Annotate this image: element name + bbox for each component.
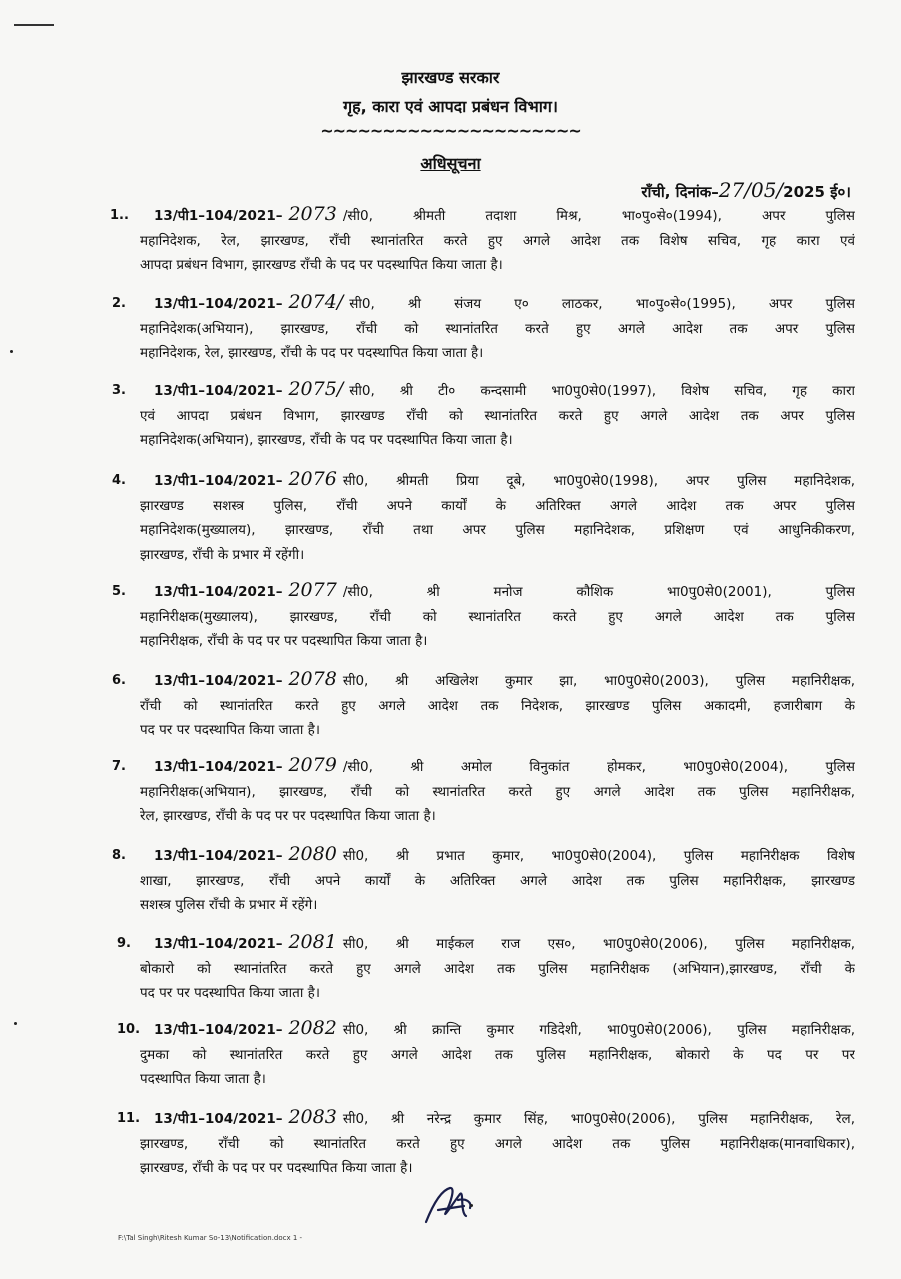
item-text-line: आपदा प्रबंधन विभाग, झारखण्ड राँची के पद पर पदस्थापित किया जाता है। [140, 257, 503, 273]
reference-number: 13/पी1–104/2021– [154, 673, 283, 689]
item-number: 7. [112, 759, 126, 774]
corner-mark [14, 24, 54, 26]
item-text-line: सशस्त्र पुलिस राँची के प्रभार में रहेंगे। [140, 897, 318, 913]
item-body [140, 377, 855, 453]
reference-number: 13/पी1–104/2021– [154, 383, 283, 399]
item-first-line [140, 1105, 855, 1132]
item-text-line: रेल, झारखण्ड, राँची के पद पर पर पदस्थापित किया जाता है। [140, 808, 436, 824]
handwritten-number: 2083 [288, 1106, 337, 1128]
item-text: /सी0, श्रीमती तदाशा मिश्र, भा०पु०से०(1994), अपर पुलिस [342, 208, 855, 224]
speck [14, 1022, 17, 1025]
item-body [140, 842, 855, 918]
item-text: सी0, श्री प्रभात कुमार, भा0पु0से0(2004), पुलिस महानिरीक्षक विशेष [342, 848, 855, 864]
item-text-line: दुमका को स्थानांतरित करते हुए अगले आदेश तक पुलिस महानिरीक्षक, बोकारो के पद पर पर [140, 1046, 855, 1063]
item-body [140, 753, 855, 829]
item-text-line: महानिदेशक, रेल, झारखण्ड, राँची स्थानांतरित करते हुए अगले आदेश तक विशेष सचिव, गृह कारा एवं [140, 232, 855, 249]
item-body [140, 578, 855, 654]
handwritten-number: 2082 [288, 1017, 337, 1039]
government-title: झारखण्ड सरकार [401, 68, 500, 87]
reference-number: 13/पी1–104/2021– [154, 296, 283, 312]
item-first-line [140, 578, 855, 605]
item-number: 10. [117, 1022, 141, 1037]
date-sep-1: / [744, 178, 751, 202]
file-path-footer: F:\Tal Singh\Ritesh Kumar So-13\Notification.docx 1 - [118, 1234, 303, 1242]
date-month: 05 [750, 178, 777, 202]
handwritten-number: 2080 [288, 843, 337, 865]
item-body [140, 467, 855, 567]
item-number: 6. [112, 673, 126, 688]
reference-number: 13/पी1–104/2021– [154, 1111, 283, 1127]
item-text-line: राँची को स्थानांतरित करते हुए अगले आदेश तक निदेशक, झारखण्ड पुलिस अकादमी, हजारीबाग के [140, 697, 855, 714]
date-place: राँची, दिनांक– [641, 183, 719, 201]
reference-number: 13/पी1–104/2021– [154, 759, 283, 775]
item-body [140, 202, 855, 278]
item-number: 1.. [110, 208, 129, 223]
item-text-line: पदस्थापित किया जाता है। [140, 1071, 266, 1087]
item-text-line: महानिरीक्षक(मुख्यालय), झारखण्ड, राँची को स्थानांतरित करते हुए अगले आदेश तक पुलिस [140, 608, 855, 625]
item-number: 8. [112, 848, 126, 863]
item-text: सी0, श्रीमती प्रिया दूबे, भा0पु0से0(1998), अपर पुलिस महानिदेशक, [342, 473, 855, 489]
item-first-line [140, 377, 855, 404]
handwritten-number: 2074/ [288, 291, 344, 313]
reference-number: 13/पी1–104/2021– [154, 848, 283, 864]
item-body [140, 930, 855, 1006]
item-body [140, 290, 855, 366]
item-body [140, 667, 855, 743]
item-text: सी0, श्री टी० कन्दसामी भा0पु0से0(1997), विशेष सचिव, गृह कारा [349, 383, 855, 399]
item-text: सी0, श्री अखिलेश कुमार झा, भा0पु0से0(2003), पुलिस महानिरीक्षक, [342, 673, 855, 689]
item-text-line: महानिरीक्षक, राँची के पद पर पर पदस्थापित किया जाता है। [140, 633, 428, 649]
reference-number: 13/पी1–104/2021– [154, 1022, 283, 1038]
item-text-line: पद पर पर पदस्थापित किया जाता है। [140, 985, 320, 1001]
handwritten-number: 2079 [288, 754, 337, 776]
item-first-line [140, 202, 855, 229]
notice-title: अधिसूचना [420, 154, 481, 173]
date-day: 27 [718, 178, 745, 202]
dateline [641, 178, 851, 202]
item-text: सी0, श्री संजय ए० लाठकर, भा०पु०से०(1995), अपर पुलिस [349, 296, 855, 312]
reference-number: 13/पी1–104/2021– [154, 936, 283, 952]
item-text-line: झारखण्ड, राँची के पद पर पर पदस्थापित किया जाता है। [140, 1160, 413, 1176]
item-text-line: महानिदेशक(मुख्यालय), झारखण्ड, राँची तथा अपर पुलिस महानिदेशक, प्रशिक्षण एवं आधुनिकीकरण, [140, 522, 855, 538]
item-first-line [140, 753, 855, 780]
handwritten-number: 2078 [288, 668, 337, 690]
item-text-line: महानिदेशक, रेल, झारखण्ड, राँची के पद पर पदस्थापित किया जाता है। [140, 345, 484, 361]
item-text-line: महानिदेशक(अभियान), झारखण्ड, राँची को स्थानांतरित करते हुए अगले आदेश तक अपर पुलिस [140, 320, 855, 337]
reference-number: 13/पी1–104/2021– [154, 584, 283, 600]
handwritten-number: 2077 [288, 579, 337, 601]
department-title: गृह, कारा एवं आपदा प्रबंधन विभाग। [343, 97, 558, 116]
item-number: 3. [112, 383, 126, 398]
item-text-line: झारखण्ड, राँची को स्थानांतरित करते हुए अगले आदेश तक पुलिस महानिरीक्षक(मानवाधिकार), [140, 1135, 855, 1152]
item-text: सी0, श्री क्रान्ति कुमार गडिदेशी, भा0पु0से0(2006), पुलिस महानिरीक्षक, [342, 1022, 855, 1038]
item-text: सी0, श्री माईकल राज एस०, भा0पु0से0(2006), पुलिस महानिरीक्षक, [342, 936, 855, 952]
item-text: सी0, श्री नरेन्द्र कुमार सिंह, भा0पु0से0(2006), पुलिस महानिरीक्षक, रेल, [342, 1111, 855, 1127]
speck [10, 350, 13, 353]
item-number: 11. [117, 1111, 141, 1126]
item-text-line: महानिदेशक(अभियान), झारखण्ड, राँची के पद पर पदस्थापित किया जाता है। [140, 432, 513, 448]
item-number: 4. [112, 473, 126, 488]
item-text-line: एवं आपदा प्रबंधन विभाग, झारखण्ड राँची को स्थानांतरित करते हुए अगले आदेश तक अपर पुलिस [140, 407, 855, 424]
handwritten-number: 2073 [288, 203, 337, 225]
handwritten-number: 2075/ [288, 378, 344, 400]
reference-number: 13/पी1–104/2021– [154, 473, 283, 489]
item-first-line [140, 842, 855, 869]
item-first-line [140, 667, 855, 694]
handwritten-number: 2076 [288, 468, 337, 490]
item-body [140, 1016, 855, 1092]
item-number: 2. [112, 296, 126, 311]
separator-line: ~~~~~~~~~~~~~~~~~~~~~ [320, 121, 581, 140]
item-first-line [140, 1016, 855, 1043]
item-text-line: महानिरीक्षक(अभियान), झारखण्ड, राँची को स्थानांतरित करते हुए अगले आदेश तक पुलिस महानिरीक्षक, [140, 783, 855, 800]
item-text-line: झारखण्ड, राँची के प्रभार में रहेंगी। [140, 546, 305, 563]
item-text: /सी0, श्री मनोज कौशिक भा0पु0से0(2001), पुलिस [342, 584, 855, 600]
item-text: /सी0, श्री अमोल विनुकांत होमकर, भा0पु0से0(2004), पुलिस [342, 759, 855, 775]
item-first-line [140, 930, 855, 957]
item-text-line: झारखण्ड सशस्त्र पुलिस, राँची अपने कार्यों के अतिरिक्त अगले आदेश तक अपर पुलिस [140, 497, 855, 514]
date-year: 2025 ई०। [783, 183, 851, 201]
item-number: 5. [112, 584, 126, 599]
handwritten-number: 2081 [288, 931, 337, 953]
speck [470, 1204, 473, 1207]
item-text-line: बोकारो को स्थानांतरित करते हुए अगले आदेश तक पुलिस महानिरीक्षक (अभियान),झारखण्ड, राँची के [140, 960, 855, 977]
item-body [140, 1105, 855, 1181]
item-text-line: शाखा, झारखण्ड, राँची अपने कार्यों के अतिरिक्त अगले आदेश तक पुलिस महानिरीक्षक, झारखण्ड [140, 872, 855, 889]
item-text-line: पद पर पर पदस्थापित किया जाता है। [140, 722, 320, 738]
signature [420, 1182, 480, 1232]
item-first-line [140, 467, 855, 494]
item-number: 9. [117, 936, 131, 951]
item-first-line [140, 290, 855, 317]
reference-number: 13/पी1–104/2021– [154, 208, 283, 224]
date-sep-2: / [776, 178, 784, 202]
